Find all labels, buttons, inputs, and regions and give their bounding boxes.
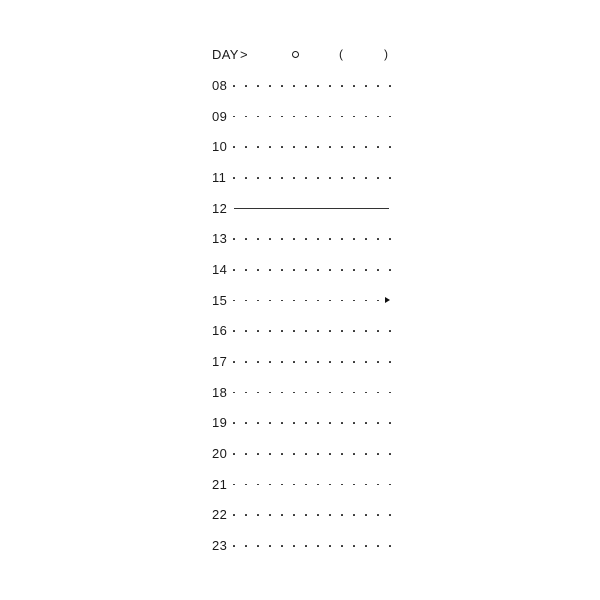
guide-dot: [257, 300, 259, 302]
guide-dot: [317, 300, 319, 302]
guide-dot: [341, 300, 343, 302]
guide-dot: [281, 300, 283, 302]
guide-dot: [305, 116, 307, 118]
guide-dot: [245, 453, 247, 455]
guide-dot: [257, 453, 259, 455]
solid-separator-line: [234, 208, 389, 209]
guide-dot: [377, 545, 379, 547]
guide-dot: [257, 484, 259, 486]
guide-dot: [245, 330, 247, 332]
guide-dot: [365, 177, 367, 179]
hour-row-16[interactable]: [212, 322, 392, 340]
dotted-guide: [233, 453, 395, 455]
guide-dot: [305, 238, 307, 240]
guide-dot: [341, 392, 343, 394]
hour-row-22[interactable]: [212, 506, 392, 524]
guide-dot: [269, 392, 271, 394]
guide-dot: [365, 238, 367, 240]
guide-dot: [233, 453, 235, 455]
guide-dot: [329, 422, 331, 424]
guide-dot: [245, 269, 247, 271]
guide-dot: [305, 269, 307, 271]
guide-dot: [257, 361, 259, 363]
guide-dot: [317, 177, 319, 179]
hour-row-11[interactable]: [212, 169, 392, 187]
guide-dot: [281, 484, 283, 486]
guide-dot: [293, 177, 295, 179]
guide-dot: [329, 514, 331, 516]
guide-dot: [353, 545, 355, 547]
guide-dot: [317, 392, 319, 394]
guide-dot: [257, 545, 259, 547]
hour-label: 20: [212, 446, 228, 462]
hour-row-09[interactable]: [212, 108, 392, 126]
dotted-guide: [233, 116, 395, 118]
hour-label: 21: [212, 476, 228, 492]
guide-dot: [365, 361, 367, 363]
guide-dot: [293, 484, 295, 486]
dotted-guide: [233, 422, 395, 424]
guide-dot: [329, 545, 331, 547]
guide-dot: [389, 453, 391, 455]
guide-dot: [329, 116, 331, 118]
guide-dot: [341, 330, 343, 332]
guide-dot: [329, 453, 331, 455]
guide-dot: [233, 392, 235, 394]
guide-dot: [245, 177, 247, 179]
guide-dot: [293, 453, 295, 455]
dotted-guide: [233, 300, 395, 302]
guide-dot: [233, 330, 235, 332]
hour-label: 17: [212, 354, 228, 370]
guide-dot: [329, 238, 331, 240]
guide-dot: [293, 422, 295, 424]
guide-dot: [281, 392, 283, 394]
guide-dot: [269, 116, 271, 118]
guide-dot: [377, 238, 379, 240]
guide-dot: [329, 300, 331, 302]
guide-dot: [377, 146, 379, 148]
triangle-pointer-icon: [385, 297, 390, 303]
guide-dot: [341, 146, 343, 148]
hour-row-18[interactable]: [212, 384, 392, 402]
guide-dot: [377, 422, 379, 424]
guide-dot: [245, 361, 247, 363]
guide-dot: [317, 484, 319, 486]
dotted-guide: [233, 545, 395, 547]
guide-dot: [353, 422, 355, 424]
guide-dot: [341, 514, 343, 516]
guide-dot: [365, 453, 367, 455]
guide-dot: [293, 514, 295, 516]
guide-dot: [365, 85, 367, 87]
guide-dot: [305, 545, 307, 547]
guide-dot: [233, 85, 235, 87]
guide-dot: [353, 269, 355, 271]
guide-dot: [281, 422, 283, 424]
guide-dot: [389, 392, 391, 394]
paren-open: (: [339, 47, 343, 61]
day-arrow: >: [240, 47, 248, 62]
guide-dot: [353, 514, 355, 516]
hour-row-17[interactable]: [212, 353, 392, 371]
planner-header: [212, 46, 392, 64]
guide-dot: [281, 146, 283, 148]
guide-dot: [269, 361, 271, 363]
guide-dot: [233, 269, 235, 271]
guide-dot: [257, 330, 259, 332]
guide-dot: [233, 361, 235, 363]
guide-dot: [245, 238, 247, 240]
guide-dot: [293, 238, 295, 240]
guide-dot: [353, 392, 355, 394]
guide-dot: [389, 85, 391, 87]
hour-label: 12: [212, 200, 228, 216]
guide-dot: [341, 85, 343, 87]
guide-dot: [305, 392, 307, 394]
hour-label: 18: [212, 384, 228, 400]
guide-dot: [305, 177, 307, 179]
guide-dot: [233, 545, 235, 547]
guide-dot: [245, 300, 247, 302]
guide-dot: [245, 484, 247, 486]
guide-dot: [377, 116, 379, 118]
guide-dot: [341, 116, 343, 118]
guide-dot: [365, 300, 367, 302]
guide-dot: [329, 85, 331, 87]
guide-dot: [257, 514, 259, 516]
paren-close: ): [384, 47, 388, 61]
guide-dot: [389, 146, 391, 148]
guide-dot: [281, 269, 283, 271]
day-label: DAY: [212, 47, 239, 62]
guide-dot: [341, 422, 343, 424]
guide-dot: [257, 422, 259, 424]
dotted-guide: [233, 146, 395, 148]
guide-dot: [257, 177, 259, 179]
guide-dot: [269, 300, 271, 302]
guide-dot: [329, 269, 331, 271]
guide-dot: [305, 146, 307, 148]
guide-dot: [317, 85, 319, 87]
guide-dot: [269, 269, 271, 271]
hour-label: 22: [212, 507, 228, 523]
guide-dot: [365, 116, 367, 118]
guide-dot: [353, 238, 355, 240]
guide-dot: [329, 177, 331, 179]
guide-dot: [365, 484, 367, 486]
guide-dot: [305, 422, 307, 424]
guide-dot: [317, 453, 319, 455]
guide-dot: [341, 269, 343, 271]
hour-label: 15: [212, 292, 228, 308]
guide-dot: [341, 177, 343, 179]
guide-dot: [293, 361, 295, 363]
hour-row-20[interactable]: [212, 445, 392, 463]
hour-row-21[interactable]: [212, 476, 392, 494]
guide-dot: [257, 269, 259, 271]
guide-dot: [281, 514, 283, 516]
hour-row-15[interactable]: [212, 292, 392, 310]
guide-dot: [377, 300, 379, 302]
guide-dot: [389, 238, 391, 240]
guide-dot: [281, 177, 283, 179]
guide-dot: [269, 422, 271, 424]
guide-dot: [233, 422, 235, 424]
guide-dot: [269, 514, 271, 516]
guide-dot: [257, 116, 259, 118]
guide-dot: [317, 514, 319, 516]
hour-label: 19: [212, 415, 228, 431]
guide-dot: [365, 514, 367, 516]
guide-dot: [293, 116, 295, 118]
guide-dot: [305, 453, 307, 455]
guide-dot: [317, 269, 319, 271]
guide-dot: [365, 422, 367, 424]
dotted-guide: [233, 330, 395, 332]
guide-dot: [269, 85, 271, 87]
guide-dot: [317, 545, 319, 547]
guide-dot: [245, 85, 247, 87]
guide-dot: [245, 392, 247, 394]
guide-dot: [353, 300, 355, 302]
guide-dot: [281, 545, 283, 547]
guide-dot: [317, 146, 319, 148]
dotted-guide: [233, 361, 395, 363]
guide-dot: [329, 361, 331, 363]
guide-dot: [377, 269, 379, 271]
guide-dot: [233, 177, 235, 179]
guide-dot: [341, 453, 343, 455]
guide-dot: [389, 177, 391, 179]
guide-dot: [305, 330, 307, 332]
guide-dot: [233, 514, 235, 516]
guide-dot: [365, 146, 367, 148]
guide-dot: [329, 392, 331, 394]
guide-dot: [389, 116, 391, 118]
guide-dot: [389, 330, 391, 332]
guide-dot: [377, 484, 379, 486]
guide-dot: [281, 330, 283, 332]
hour-label: 16: [212, 323, 228, 339]
guide-dot: [329, 484, 331, 486]
guide-dot: [293, 545, 295, 547]
guide-dot: [377, 177, 379, 179]
guide-dot: [245, 422, 247, 424]
guide-dot: [353, 453, 355, 455]
guide-dot: [269, 330, 271, 332]
guide-dot: [245, 545, 247, 547]
guide-dot: [389, 422, 391, 424]
guide-dot: [377, 361, 379, 363]
guide-dot: [293, 300, 295, 302]
guide-dot: [269, 238, 271, 240]
guide-dot: [293, 146, 295, 148]
hour-row-12[interactable]: [212, 200, 392, 218]
guide-dot: [377, 514, 379, 516]
guide-dot: [281, 453, 283, 455]
guide-dot: [245, 116, 247, 118]
guide-dot: [365, 269, 367, 271]
dotted-guide: [233, 484, 395, 486]
guide-dot: [281, 85, 283, 87]
guide-dot: [353, 361, 355, 363]
guide-dot: [317, 330, 319, 332]
guide-dot: [389, 514, 391, 516]
guide-dot: [233, 484, 235, 486]
guide-dot: [353, 146, 355, 148]
guide-dot: [269, 177, 271, 179]
guide-dot: [281, 361, 283, 363]
guide-dot: [281, 238, 283, 240]
guide-dot: [245, 146, 247, 148]
guide-dot: [305, 361, 307, 363]
guide-dot: [305, 484, 307, 486]
guide-dot: [233, 238, 235, 240]
guide-dot: [269, 484, 271, 486]
dotted-guide: [233, 177, 395, 179]
guide-dot: [317, 116, 319, 118]
guide-dot: [305, 85, 307, 87]
hour-label: 13: [212, 231, 228, 247]
guide-dot: [293, 85, 295, 87]
hour-row-23[interactable]: [212, 537, 392, 555]
guide-dot: [257, 85, 259, 87]
guide-dot: [317, 422, 319, 424]
guide-dot: [233, 300, 235, 302]
hour-row-19[interactable]: [212, 414, 392, 432]
guide-dot: [389, 484, 391, 486]
guide-dot: [233, 146, 235, 148]
hour-label: 11: [212, 170, 227, 185]
guide-dot: [389, 269, 391, 271]
guide-dot: [353, 484, 355, 486]
guide-dot: [365, 330, 367, 332]
dotted-guide: [233, 238, 395, 240]
guide-dot: [317, 361, 319, 363]
hour-row-14[interactable]: [212, 261, 392, 279]
guide-dot: [341, 545, 343, 547]
guide-dot: [377, 85, 379, 87]
hour-row-10[interactable]: [212, 138, 392, 156]
guide-dot: [269, 146, 271, 148]
dotted-guide: [233, 514, 395, 516]
guide-dot: [257, 146, 259, 148]
hour-label: 10: [212, 139, 228, 155]
hour-label: 23: [212, 538, 228, 554]
guide-dot: [377, 453, 379, 455]
hour-label: 14: [212, 262, 228, 278]
guide-dot: [365, 392, 367, 394]
guide-dot: [365, 545, 367, 547]
guide-dot: [341, 361, 343, 363]
guide-dot: [377, 392, 379, 394]
hour-label: 08: [212, 78, 228, 93]
guide-dot: [233, 116, 235, 118]
guide-dot: [389, 545, 391, 547]
guide-dot: [353, 85, 355, 87]
guide-dot: [293, 392, 295, 394]
guide-dot: [353, 116, 355, 118]
guide-dot: [329, 330, 331, 332]
hour-row-13[interactable]: [212, 230, 392, 248]
dotted-guide: [233, 269, 395, 271]
guide-dot: [317, 238, 319, 240]
guide-dot: [305, 514, 307, 516]
guide-dot: [389, 361, 391, 363]
guide-dot: [293, 330, 295, 332]
guide-dot: [341, 238, 343, 240]
guide-dot: [269, 545, 271, 547]
guide-dot: [257, 238, 259, 240]
guide-dot: [305, 300, 307, 302]
guide-dot: [353, 330, 355, 332]
guide-dot: [245, 514, 247, 516]
dotted-guide: [233, 392, 395, 394]
guide-dot: [257, 392, 259, 394]
guide-dot: [377, 330, 379, 332]
guide-dot: [329, 146, 331, 148]
dotted-guide: [233, 85, 395, 87]
hour-row-08[interactable]: [212, 77, 392, 95]
guide-dot: [293, 269, 295, 271]
guide-dot: [353, 177, 355, 179]
guide-dot: [269, 453, 271, 455]
guide-dot: [341, 484, 343, 486]
circle-outline-icon: [292, 51, 299, 58]
hour-label: 09: [212, 108, 228, 124]
guide-dot: [281, 116, 283, 118]
